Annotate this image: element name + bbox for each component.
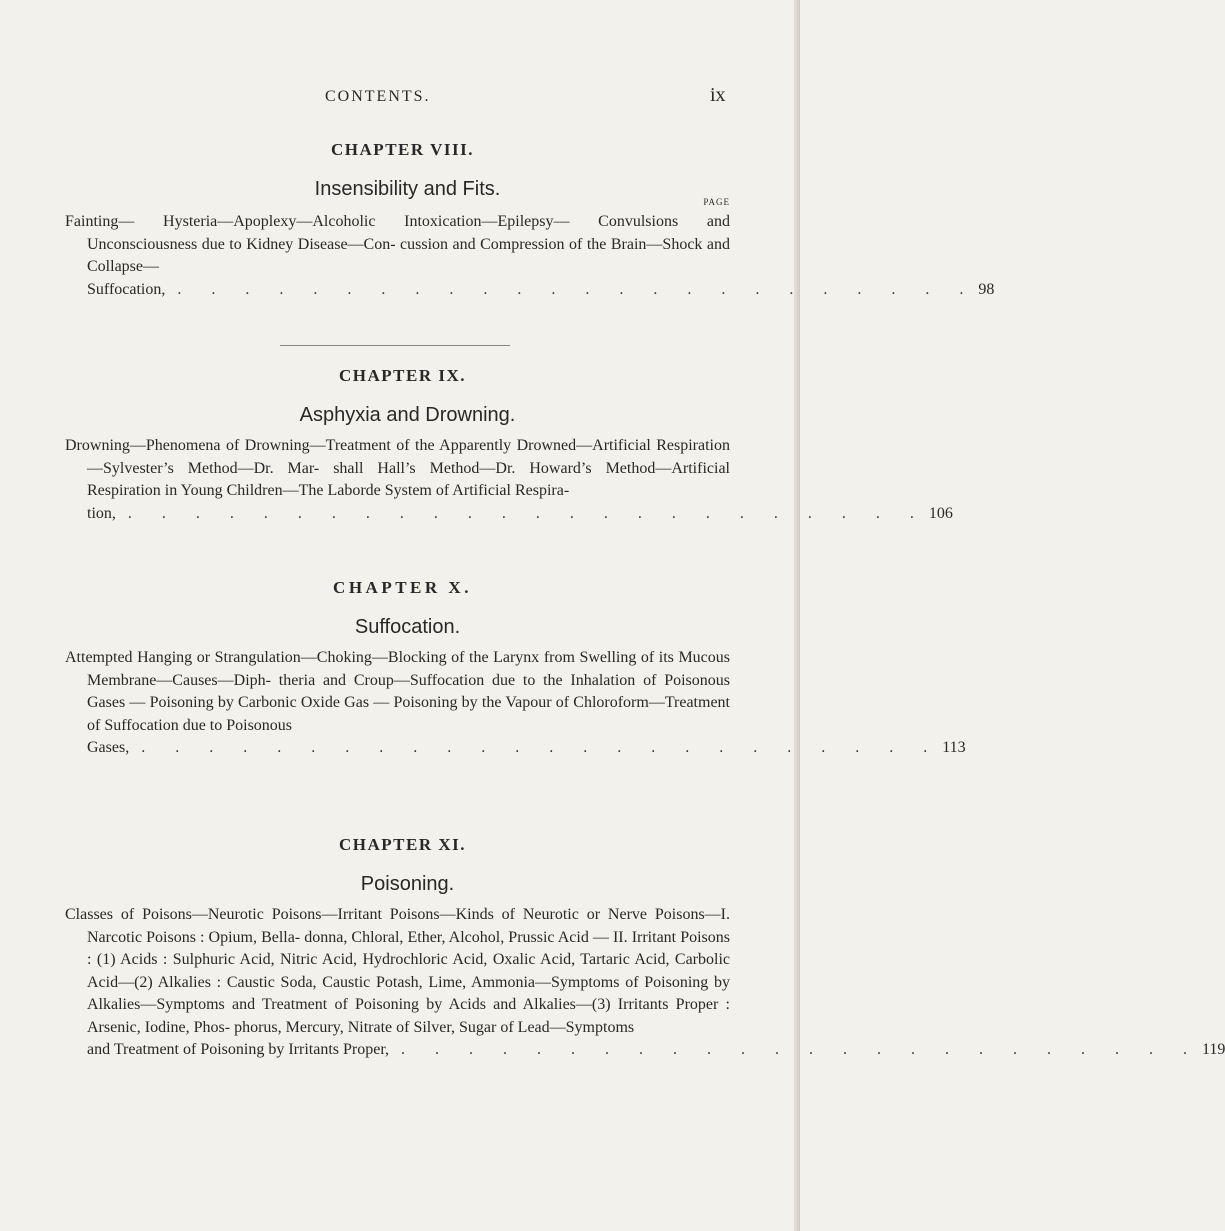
chapter-summary [65,904,1225,1062]
summary-last-line [87,279,995,302]
chapter-title: Asphyxia and Drowning. [299,404,516,426]
dot-leader: . . . . . . . . . . . . . . . . . . . . . . . . [177,280,977,298]
dot-leader: . . . . . . . . . . . . . . . . . . . . . . . . [401,1041,1200,1058]
running-head [0,84,800,112]
chapter-summary [65,435,953,525]
summary-last-text: Suffocation, [87,280,166,298]
page-folio: ix [710,84,726,106]
page-number: 119 [1202,1041,1225,1058]
summary-last-text: Gases, [87,739,130,756]
summary-text: Drowning—Phenomena of Drowning—Treatment of the Apparently Drowned—Artificial Respiration—Sylvester’s Method—Dr. Mar- shall Hall’s Method—Dr. Howard’s Method—Artificial Respiration in Young Children—The Laborde System of Artificial Respira- [65,437,730,499]
page-number: 98 [978,280,995,298]
running-title: CONTENTS. [325,88,431,105]
dot-leader: . . . . . . . . . . . . . . . . . . . . . . . . [141,739,941,756]
summary-last-text: and Treatment of Poisoning by Irritants Proper, [87,1041,389,1058]
page-column-label: PAGE [703,197,730,207]
summary-last-text: tion, [87,504,116,522]
summary-last-line [87,503,953,526]
chapter-10 [65,578,966,760]
chapter-number: CHAPTER X. [333,578,472,597]
summary-text: Classes of Poisons—Neurotic Poisons—Irritant Poisons—Kinds of Neurotic or Nerve Poisons—I. Narcotic Poisons : Opium, Bella- donna, Chloral, Ether, Alcohol, Prussic Acid — II. Irritant Poisons : (1) Acids : Sulphuric Acid, Nitric Acid, Hydrochloric Acid, Oxalic Acid, Tartaric Acid, Carbolic Acid—(2) Alkalies : Caustic Soda, Caustic Potash, Lime, Ammonia—Symptoms of Poisoning by Alkalies—Symptoms and Treatment of Poisoning by Acids and Alkalies—(3) Irritants Proper : Arsenic, Iodine, Phos- phorus, Mercury, Nitrate of Silver, Sugar of Lead—Symptoms [65,906,730,1036]
dot-leader: . . . . . . . . . . . . . . . . . . . . . . . . [127,504,927,522]
chapter-title: Insensibility and Fits. [314,178,501,200]
summary-last-line [87,1039,1225,1062]
section-divider [280,345,510,346]
chapter-11 [65,835,1225,1062]
summary-last-line [87,737,966,760]
chapter-number: CHAPTER IX. [338,366,466,385]
page-number: 106 [928,504,953,522]
chapter-number: CHAPTER XI. [338,835,466,854]
chapter-number: CHAPTER VIII. [331,140,474,159]
chapter-9 [65,366,953,525]
page-number: 113 [942,739,966,756]
chapter-summary [65,647,966,760]
chapter-8 [65,140,995,301]
summary-text: Attempted Hanging or Strangulation—Choking—Blocking of the Larynx from Swelling of its Mucous Membrane—Causes—Diph- theria and Croup—Suffocation due to the Inhalation of Poisonous Gases — Poisoning by Carbonic Oxide Gas — Poisoning by the Vapour of Chloroform—Treatment of Suffocation due to Poisonous [65,649,730,734]
chapter-summary [65,211,995,301]
chapter-title: Suffocation. [354,616,461,638]
summary-text: Fainting— Hysteria—Apoplexy—Alcoholic Intoxication—Epilepsy— Convulsions and Unconsciousness due to Kidney Disease—Con- cussion and Compression of the Brain—Shock and Collapse— [65,213,730,275]
chapter-title: Poisoning. [360,873,455,895]
